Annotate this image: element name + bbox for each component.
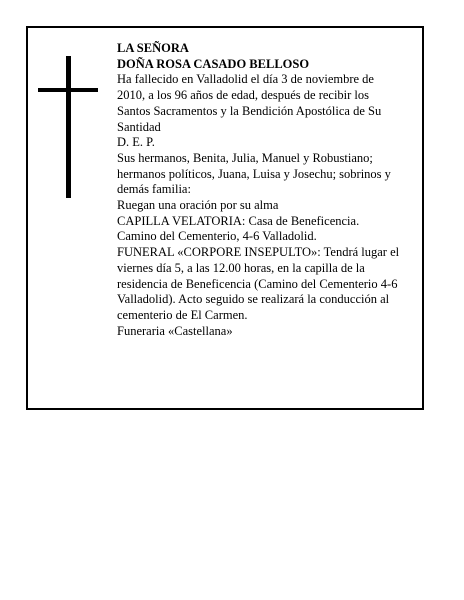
- text-line: Sus hermanos, Benita, Julia, Manuel y Robustiano;: [117, 150, 373, 165]
- text-line: Funeraria «Castellana»: [117, 323, 233, 338]
- deceased-name: DOÑA ROSA CASADO BELLOSO: [117, 56, 310, 71]
- latin-cross-icon: [38, 56, 98, 198]
- obituary-notice: [26, 26, 424, 410]
- cross-vertical-bar: [66, 56, 71, 198]
- text-line: Santidad: [117, 119, 161, 134]
- text-line: FUNERAL «CORPORE INSEPULTO»: Tendrá lugar el: [117, 245, 400, 260]
- cross-horizontal-bar: [38, 88, 98, 92]
- text-line: Santos Sacramentos y la Bendición Apostólica de Su: [117, 103, 382, 118]
- text-line: Valladolid). Acto seguido se realizará la conducción al: [117, 292, 390, 307]
- text-line: D. E. P.: [117, 135, 155, 150]
- text-line: demás familia:: [117, 182, 191, 197]
- obituary-text: [117, 41, 423, 339]
- text-line: residencia de Beneficencia (Camino del Cementerio 4-6: [117, 276, 398, 291]
- text-line: viernes día 5, a las 12.00 horas, en la capilla de la: [117, 260, 365, 275]
- text-line: 2010, a los 96 años de edad, después de recibir los: [117, 88, 370, 103]
- text-line: Camino del Cementerio, 4-6 Valladolid.: [117, 229, 317, 244]
- text-line: cementerio de El Carmen.: [117, 307, 248, 322]
- text-line: hermanos políticos, Juana, Luisa y Josechu; sobrinos y: [117, 166, 391, 181]
- text-line: CAPILLA VELATORIA: Casa de Beneficencia.: [117, 213, 360, 228]
- heading-title: LA SEÑORA: [117, 41, 189, 55]
- text-line: Ruegan una oración por su alma: [117, 198, 279, 213]
- text-line: Ha fallecido en Valladolid el día 3 de noviembre de: [117, 72, 374, 87]
